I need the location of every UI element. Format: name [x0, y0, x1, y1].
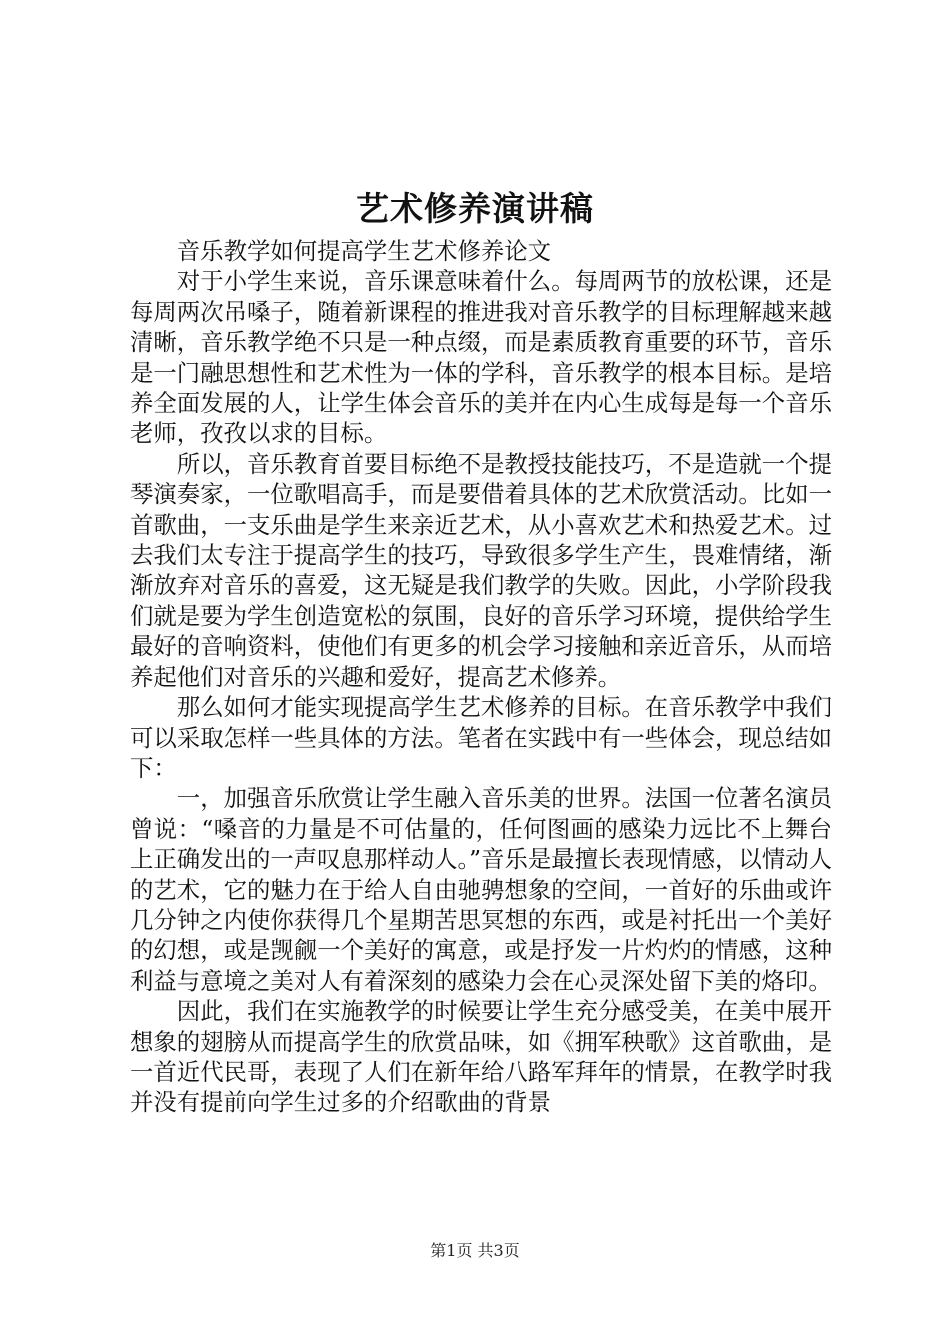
- paragraph: 所以，音乐教育首要目标绝不是教授技能技巧，不是造就一个提琴演奏家，一位歌唱高手，而是要借着具体的艺术欣赏活动。比如一首歌曲，一支乐曲是学生来亲近艺术，从小喜欢艺术和热爱艺术。过去我们太专注于提高学生的技巧，导致很多学生产生，畏难情绪，渐渐放弃对音乐的喜爱，这无疑是我们教学的失败。因此，小学阶段我们就是要为学生创造宽松的氛围，良好的音乐学习环境，提供给学生最好的音响资料，使他们有更多的机会学习接触和亲近音乐，从而培养起他们对音乐的兴趣和爱好，提高艺术修养。: [130, 449, 832, 691]
- document-body: [130, 236, 832, 1118]
- document-title: 艺术修养演讲稿: [356, 189, 594, 228]
- paragraph: 对于小学生来说，音乐课意味着什么。每周两节的放松课，还是每周两次吊嗓子，随着新课程的推进我对音乐教学的目标理解越来越清晰，音乐教学绝不只是一种点缀，而是素质教育重要的环节，音乐是一门融思想性和艺术性为一体的学科，音乐教学的根本目标。是培养全面发展的人，让学生体会音乐的美并在内心生成每是每一个音乐老师，孜孜以求的目标。: [130, 267, 832, 448]
- page-number-footer: 第1页 共3页: [430, 1241, 520, 1260]
- paragraph: 那么如何才能实现提高学生艺术修养的目标。在音乐教学中我们可以采取怎样一些具体的方法。笔者在实践中有一些体会，现总结如下：: [130, 693, 832, 782]
- paragraph-subtitle: 音乐教学如何提高学生艺术修养论文: [176, 237, 552, 265]
- paragraph: 一，加强音乐欣赏让学生融入音乐美的世界。法国一位著名演员曾说：“嗓音的力量是不可估量的，任何图画的感染力远比不上舞台上正确发出的一声叹息那样动人。”音乐是最擅长表现情感，以情动人的艺术，它的魅力在于给人自由驰骋想象的空间，一首好的乐曲或许几分钟之内使你获得几个星期苦思冥想的东西，或是衬托出一个美好的幻想，或是觊觎一个美好的寓意，或是抒发一片灼灼的情感，这种利益与意境之美对人有着深刻的感染力会在心灵深处留下美的烙印。: [130, 784, 832, 995]
- paragraph: 因此，我们在实施教学的时候要让学生充分感受美，在美中展开想象的翅膀从而提高学生的欣赏品味，如《拥军秧歌》这首歌曲，是一首近代民哥，表现了人们在新年给八路军拜年的情景，在教学时我并没有提前向学生过多的介绍歌曲的背景: [130, 997, 832, 1117]
